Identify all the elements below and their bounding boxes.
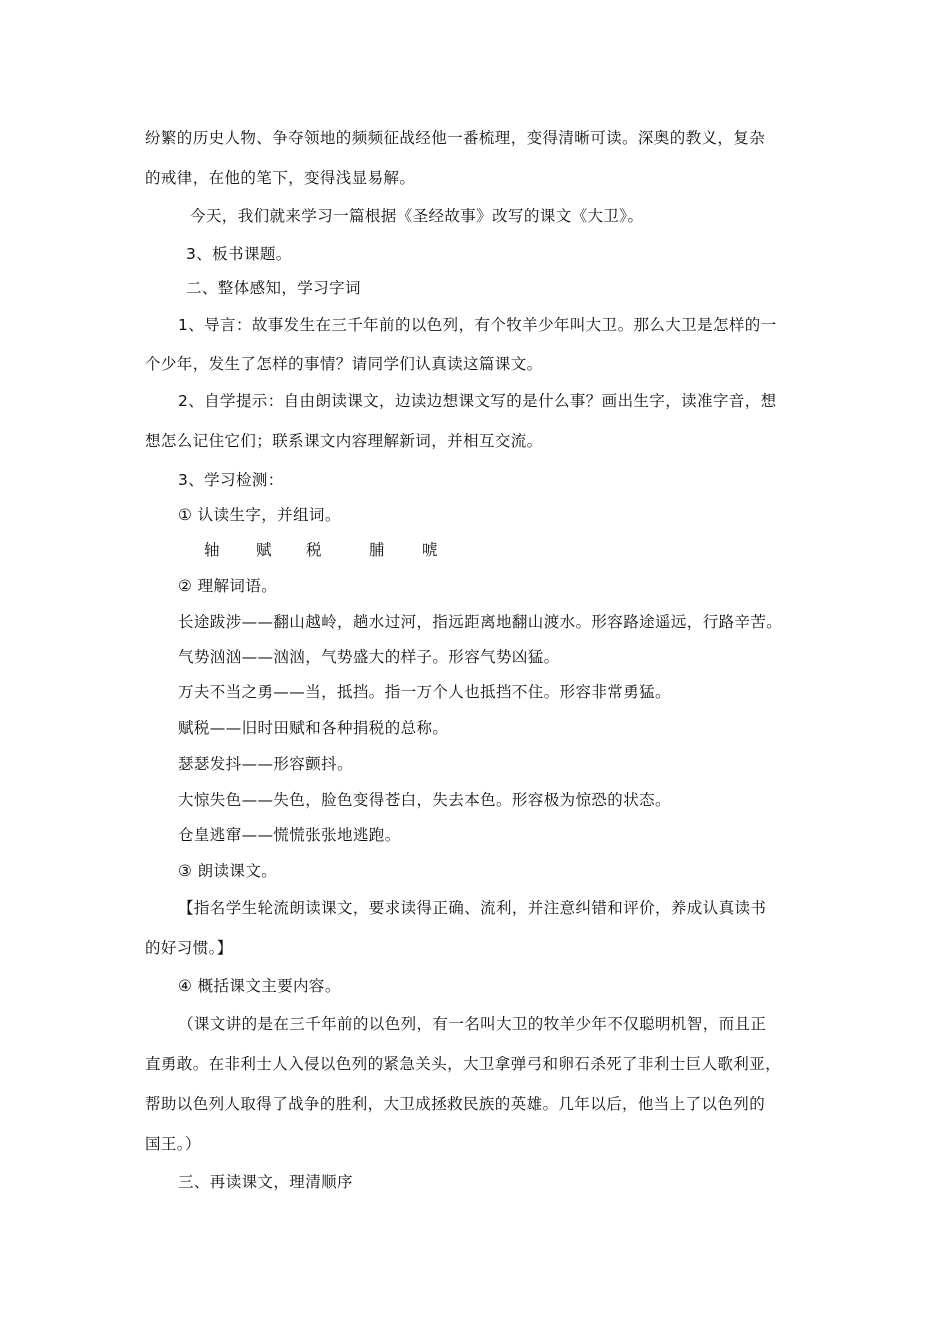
paragraph-line: 想怎么记住它们；联系课文内容理解新词，并相互交流。 [145, 432, 543, 450]
paragraph-line: ② 理解词语。 [178, 577, 278, 595]
paragraph-line: 纷繁的历史人物、争夺领地的频频征战经他一番梳理，变得清晰可读。深奥的教义，复杂 [145, 129, 766, 147]
paragraph-line: 的好习惯。】 [145, 939, 233, 957]
vocabulary-entry: 赋税——旧时田赋和各种捐税的总称。 [178, 719, 449, 737]
paragraph-line: 3、板书课题。 [186, 245, 292, 263]
paragraph-line: 个少年，发生了怎样的事情？请同学们认真读这篇课文。 [145, 355, 543, 373]
vocabulary-entry: 万夫不当之勇——当，抵挡。指一万个人也抵挡不住。形容非常勇猛。 [178, 683, 671, 701]
paragraph-line: ① 认读生字，并组词。 [178, 506, 341, 524]
character-item: 脯 [369, 541, 385, 559]
vocabulary-entry: 气势汹汹——汹汹，气势盛大的样子。形容气势凶猛。 [178, 648, 560, 666]
character-item: 税 [306, 541, 322, 559]
paragraph-line: 2、自学提示：自由朗读课文，边读边想课文写的是什么事？画出生字，读准字音，想 [178, 392, 777, 410]
character-item: 轴 [204, 541, 220, 559]
character-item: 赋 [256, 541, 272, 559]
section-heading: 二、整体感知，学习字词 [186, 279, 361, 297]
paragraph-line: 直勇敢。在非利士人入侵以色列的紧急关头，大卫拿弹弓和卵石杀死了非利士巨人歌利亚， [145, 1055, 782, 1073]
vocabulary-entry: 仓皇逃窜——慌慌张张地逃跑。 [178, 826, 401, 844]
vocabulary-entry: 大惊失色——失色，脸色变得苍白，失去本色。形容极为惊恐的状态。 [178, 791, 671, 809]
paragraph-line: ④ 概括课文主要内容。 [178, 977, 341, 995]
section-heading: 三、再读课文，理清顺序 [178, 1173, 353, 1191]
paragraph-line: 1、导言：故事发生在三千年前的以色列，有个牧羊少年叫大卫。那么大卫是怎样的一 [178, 316, 777, 334]
vocabulary-entry: 长途跋涉——翻山越岭，趟水过河，指远距离地翻山渡水。形容路途遥远，行路辛苦。 [178, 613, 783, 631]
paragraph-line: 的戒律，在他的笔下，变得浅显易解。 [145, 169, 416, 187]
paragraph-line: （课文讲的是在三千年前的以色列，有一名叫大卫的牧羊少年不仅聪明机智，而且正 [178, 1015, 767, 1033]
paragraph-line: 3、学习检测： [178, 471, 284, 489]
vocabulary-entry: 瑟瑟发抖——形容颤抖。 [178, 755, 353, 773]
paragraph-line: 帮助以色列人取得了战争的胜利，大卫成拯救民族的英雄。几年以后，他当上了以色列的 [145, 1095, 766, 1113]
paragraph-line: 国王。） [145, 1135, 201, 1153]
paragraph-line: 今天，我们就来学习一篇根据《圣经故事》改写的课文《大卫》。 [190, 207, 644, 225]
character-item: 唬 [422, 541, 438, 559]
paragraph-line: ③ 朗读课文。 [178, 862, 278, 880]
paragraph-line: 【指名学生轮流朗读课文，要求读得正确、流利，并注意纠错和评价，养成认真读书 [178, 899, 767, 917]
